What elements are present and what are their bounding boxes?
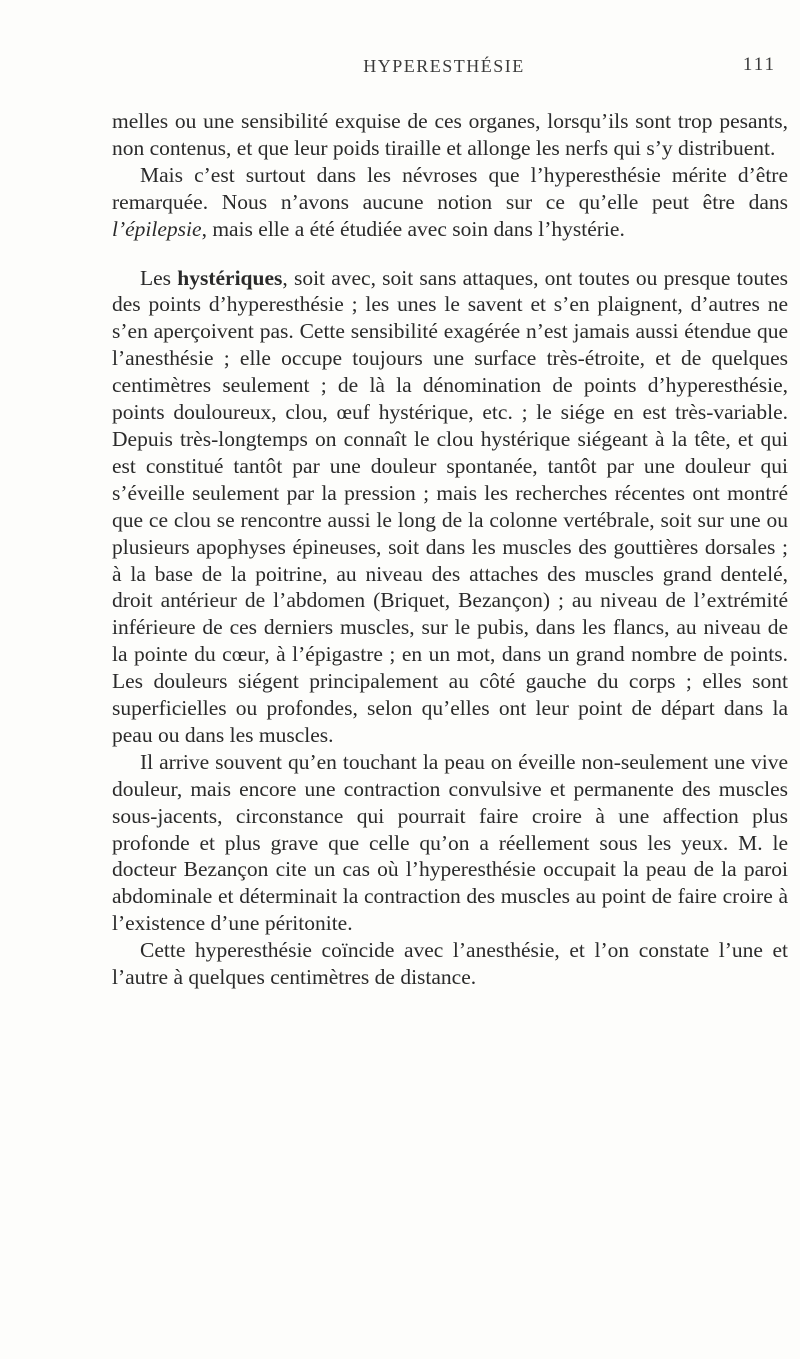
paragraph (112, 108, 788, 162)
paragraph (112, 162, 788, 243)
paragraph (112, 749, 788, 937)
page-number: 111 (742, 54, 776, 75)
running-head-title: HYPERESTHÉSIE (363, 56, 525, 76)
paragraph (112, 265, 788, 749)
emphasis-text: l’épilepsie (112, 216, 202, 241)
paragraph-text: , soit avec, soit sans attaques, ont toutes ou presque toutes des points d’hyperesthésie ; les unes le savent et s’en plaignent, d’autres ne s’en aperçoivent pas. Cette sensibilité exagérée n’est jamais aussi étendue que l’anesthésie ; elle occupe toujours une surface très-étroite, et de quelques centimètres seulement ; de là la dénomination de points d’hyperesthésie, points douloureux, clou, œuf hystérique, etc. ; le siége en est très-variable. Depuis très-longtemps on connaît le clou hystérique siégeant à la tête, et qui est constitué tantôt par une douleur spontanée, tantôt par une douleur qui s’éveille seulement par la pression ; mais les recherches récentes ont montré que ce clou se rencontre aussi le long de la colonne vertébrale, soit sur une ou plusieurs apophyses épineuses, soit dans les muscles des gouttières dorsales ; à la base de la poitrine, au niveau des attaches des muscles grand dentelé, droit antérieur de l’abdomen (Briquet, Bezançon) ; au niveau de l’extrémité inférieure de ces derniers muscles, sur le pubis, dans les flancs, au niveau de la pointe du cœur, à l’épigastre ; en un mot, dans un grand nombre de points. Les douleurs siégent principalement au côté gauche du corps ; elles sont superficielles ou profondes, selon qu’elles ont leur point de départ dans la peau ou dans les muscles. (112, 265, 788, 747)
paragraph-text: , mais elle a été étudiée avec soin dans l’hystérie. (201, 216, 625, 241)
bold-term: hystériques (177, 265, 283, 290)
paragraph-text: melles ou une sensibilité exquise de ces organes, lorsqu’ils sont trop pesants, non contenus, et que leur poids tiraille et allonge les nerfs qui s’y distribuent. (112, 109, 788, 160)
paragraph-text: Il arrive souvent qu’en touchant la peau on éveille non-seulement une vive douleur, mais encore une contraction convulsive et permanente des muscles sous-jacents, circonstance qui pourrait faire croire à une affection plus profonde et plus grave que celle qu’on a réellement sous les yeux. M. le docteur Bezançon cite un cas où l’hyperesthésie occupait la peau de la paroi abdominale et déterminait la contraction des muscles au point de faire croire à l’existence d’une péritonite. (112, 749, 788, 936)
paragraph-text: Les (140, 265, 178, 290)
paragraph-text: Mais c’est surtout dans les névroses que l’hyperesthésie mérite d’être remarquée. Nous n’avons aucune notion sur ce qu’elle peut être dans (112, 162, 788, 214)
paragraph (112, 937, 788, 991)
running-head (112, 56, 792, 86)
paragraph-text: Cette hyperesthésie coïncide avec l’anesthésie, et l’on constate l’une et l’autre à quelques centimètres de distance. (112, 938, 788, 990)
body-text (112, 108, 788, 991)
